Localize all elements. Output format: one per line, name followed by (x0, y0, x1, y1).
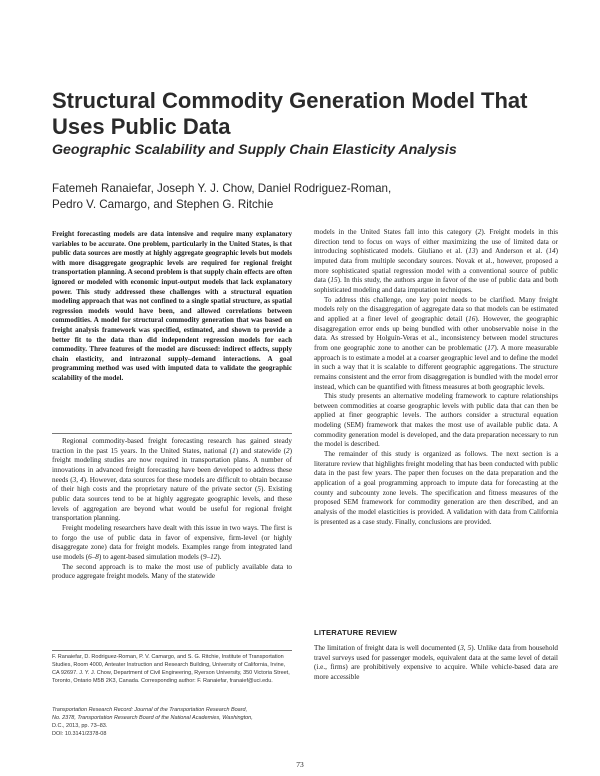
citation: 13 (468, 247, 476, 256)
right-paragraph-5 (314, 644, 558, 683)
journal-line-1: Transportation Research Record: Journal of the Transportation Research Board, (52, 707, 248, 713)
citation: 16 (468, 314, 476, 323)
text-run: The limitation of freight data is well documented ( (314, 644, 461, 652)
text-run: Regional commodity-based freight forecasting research has gained steady traction in the past 15 years. In the United States, national ( (52, 437, 292, 455)
journal-line-2: No. 2378, Transportation Research Board of the National Academies, Washington, (52, 714, 253, 721)
text-run: ). A more measurable approach is to estimate a model at a coarser geographic level and to define the model in such a way that it is scalable to different geographic aggregations. The structure remains consistent and the error from disaggregation is bundled with the model error instead, which can be quantified with fitness measures at both geographic levels. (314, 343, 558, 391)
text-run: ). However, data sources for these models are difficult to obtain because of their high costs and the proprietary nature of the private sector ( (52, 475, 293, 494)
right-paragraph-4: The remainder of this study is organized as follows. The next section is a literature review that highlights freight modeling that has been conducted with public data in the past few years. The paper then focuses on the data preparation and the application of a goal programming approach to impute data for forecasting at the county and subcounty zone levels. The specification and fitness measures of the proposed SEM framework for commodity generation are then described, and an analysis of the model elasticities is provided. A validation with data from California is presented as a case study. Finally, conclusions are provided. (314, 450, 558, 526)
citation: 5 (257, 485, 261, 494)
abstract: Freight forecasting models are data intensive and require many explanatory variables to be accurate. One problem, particularly in the United States, is that public data sources are mostly at highly aggregate geographic levels but models with more disaggregate geographic levels are required for regional freight transportation planning. A second problem is that supply chain effects are often ignored or modeled with economic input-output models that lack explanatory power. This study addressed these challenges with a structural equation modeling approach that was not confined to a single spatial structure, as spatial regression models would have been, and allowed correlations between commodities. A model for structural commodity generation that was based on freight analysis framework was specified, estimated, and shown to provide a better fit to the data than did independent regression models for each commodity. Three features of the model are discussed: indirect effects, supply chain elasticity, and intrazonal supply–demand interactions. A goal programming method was used with imputed data to validate the geographic scalability of the model. (52, 230, 292, 382)
text-run: models in the United States fall into this category ( (314, 228, 478, 236)
left-paragraph-2 (52, 524, 292, 563)
text-run: Freight modeling researchers have dealt with this issue in two ways. The first is to forgo the use of public data in favor of expensive, firm-level (or highly disaggregate zone) data for freight models. Examples range from integrated land use models ( (52, 523, 292, 561)
text-run: ). In this study, the authors argue in favor of the use of public data and both sophisticated modeling and data imputation techniques. (314, 276, 559, 294)
citation: 1 (232, 446, 236, 455)
text-run: ). (217, 552, 222, 561)
section-heading: LITERATURE REVIEW (314, 628, 397, 637)
page-number: 73 (296, 760, 304, 769)
author-affiliation-footnote: F. Ranaiefar, D. Rodriguez-Roman, P. V. Camargo, and S. G. Ritchie, Institute of Transportation Studies, Room 4000, Anteater Instruction and Research Building, University of California, Irvine, CA 92697. J. Y. J. Chow, Department of Civil Engineering, Ryerson University, 350 Victoria Street, Toronto, Ontario M5B 2K3, Canada. Corresponding author: F. Ranaiefar, franaief@uci.edu. (52, 654, 290, 684)
author-list (52, 181, 472, 212)
text-run: To address this challenge, one key point needs to be clarified. Many freight models rely on the disaggregation of aggregate data so that models can be estimated and applied at a finer level of geographic detail ( (314, 295, 558, 323)
right-paragraph-1 (314, 228, 558, 296)
citation: 2 (477, 228, 482, 236)
text-run: ) freight modeling studies are now required in transportation plans. A number of innovations in advanced freight forecasting have been developed to address these needs ( (52, 446, 293, 484)
citation: 15 (330, 276, 338, 285)
text-run: ) and statewide ( (235, 446, 287, 455)
left-paragraph-3: The second approach is to make the most use of publicly available data to produce aggregate freight models. Many of the statewide (52, 562, 292, 581)
abstract-divider (52, 433, 292, 434)
doi: DOI: 10.3141/2378-08 (52, 730, 107, 737)
right-paragraph-2 (314, 296, 558, 393)
citation: 3, 5 (460, 644, 472, 652)
citation: 9–12 (202, 552, 218, 561)
left-paragraph-1 (52, 437, 292, 524)
text-run: ) imputed data from multiple secondary sources. Novak et al., however, proposed a more sophisticated spatial regression model with a conventional source of public data ( (314, 247, 559, 285)
text-run: ). Existing public data sources tend to be at highly aggregate geographic levels, and these levels of aggregation are beyond what would be useful for regional freight transportation planning. (52, 485, 292, 523)
text-run: ). Unlike data from household travel surveys used for passenger models, equivalent data at the same level of detail (i.e., firms) are prohibitively expensive to acquire. While vehicle-based data are more accessible (314, 644, 558, 681)
journal-citation (52, 707, 292, 739)
citation: 6–8 (88, 552, 99, 561)
citation: 3, 4 (72, 475, 84, 484)
text-run: ). However, the geographic disaggregation error ends up being bundled with other unobservable noise in the data. As stressed by Holguín-Veras et al., inconsistency between model structures from one geographic zone to another can be problematic ( (314, 314, 559, 352)
text-run: ). Freight models in this direction tend to focus on ways of either maximizing the use of limited data or introducing sophisticated models. Giuliano et al. ( (314, 228, 558, 256)
citation: 2 (286, 446, 290, 455)
right-column-body-continued (314, 644, 558, 683)
journal-line-3: D.C., 2013, pp. 73–83. (52, 722, 108, 729)
paper-subtitle: Geographic Scalability and Supply Chain Elasticity Analysis (52, 142, 457, 158)
paper-title: Structural Commodity Generation Model That Uses Public Data (52, 88, 528, 139)
citation: 17 (487, 343, 495, 352)
author-line-2: Pedro V. Camargo, and Stephen G. Ritchie (52, 197, 274, 211)
citation: 14 (548, 247, 556, 256)
text-run: ) and Anderson et al. ( (475, 247, 549, 256)
footnote-divider (52, 650, 292, 651)
author-line-1: Fatemeh Ranaiefar, Joseph Y. J. Chow, Daniel Rodriguez-Roman, (52, 182, 392, 195)
right-paragraph-3: This study presents an alternative modeling framework to capture relationships between commodities at coarse geographic levels with public data that can then be applied at finer geographic levels. The authors consider a structural equation modeling (SEM) framework that makes the most use of available public data. A commodity generation model is developed, and the data preparation necessary to run the model is described. (314, 392, 558, 449)
text-run: ) to agent-based simulation models ( (98, 552, 203, 561)
right-column-body (314, 228, 558, 527)
left-column-body (52, 437, 292, 582)
